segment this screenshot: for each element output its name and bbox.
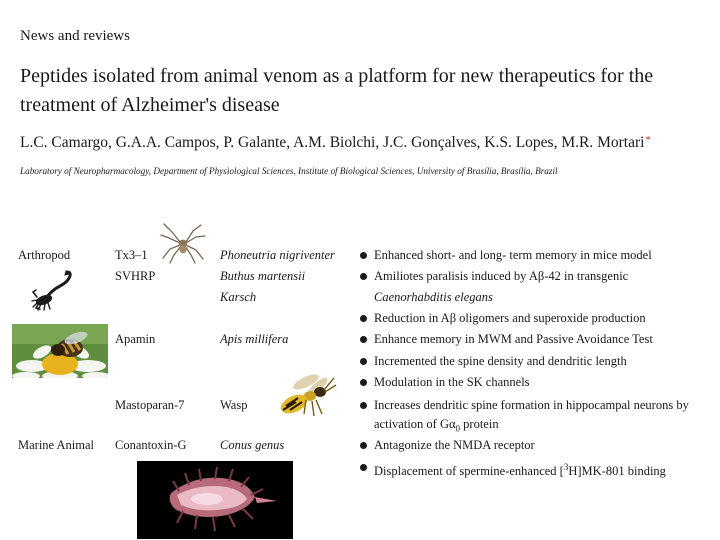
bullet-icon (360, 273, 367, 280)
bullet-icon (360, 402, 367, 409)
corresponding-author-mark: * (645, 134, 651, 146)
bullet-icon (360, 252, 367, 259)
paper-title: Peptides isolated from animal venom as a platform for new therapeutics for the treatment of Alzheimer's disease (20, 65, 654, 116)
group-arthropod: Arthropod (18, 248, 71, 262)
affiliation: Laboratory of Neuropharmacology, Department of Physiological Sciences, Institute of Biological Sciences, University of Brasília, Brasília, Brazil (20, 166, 558, 176)
peptide-mastoparan-7: Mastoparan-7 (115, 398, 185, 412)
spider-icon (160, 222, 206, 264)
source-apis: Apis millifera (220, 332, 289, 346)
source-phoneutria: Phoneutria nigriventer (220, 248, 335, 262)
bullet-icon (360, 358, 367, 365)
author-list (20, 134, 651, 152)
bullet-icon (360, 464, 367, 471)
bullet-icon (360, 336, 367, 343)
author-names: L.C. Camargo, G.A.A. Campos, P. Galante, A.M. Biolchi, J.C. Gonçalves, K.S. Lopes, M.R. Mortari (20, 134, 645, 151)
peptide-tx3-1: Tx3–1 (115, 248, 148, 262)
bullet-icon (360, 379, 367, 386)
bee-on-flower-photo (12, 324, 108, 378)
source-buthus: Buthus martensii (220, 269, 306, 283)
group-marine-animal: Marine Animal (18, 438, 95, 452)
section-label: News and reviews (20, 28, 130, 44)
source-karsch: Karsch (220, 290, 257, 304)
source-wasp: Wasp (220, 398, 248, 412)
bullet-icon (360, 442, 367, 449)
peptide-svhrp: SVHRP (115, 269, 156, 283)
peptide-apamin: Apamin (115, 332, 156, 346)
cone-shell-photo (137, 461, 293, 539)
bullet-icon (360, 315, 367, 322)
source-conus: Conus genus (220, 438, 285, 452)
effect-continuation: Caenorhabditis elegans (374, 290, 493, 304)
peptide-conantoxin-g: Conantoxin-G (115, 438, 187, 452)
effect-continuation: activation of $G\alpha_0$ protein (374, 417, 499, 434)
scorpion-icon (30, 270, 82, 312)
wasp-icon (276, 370, 338, 420)
